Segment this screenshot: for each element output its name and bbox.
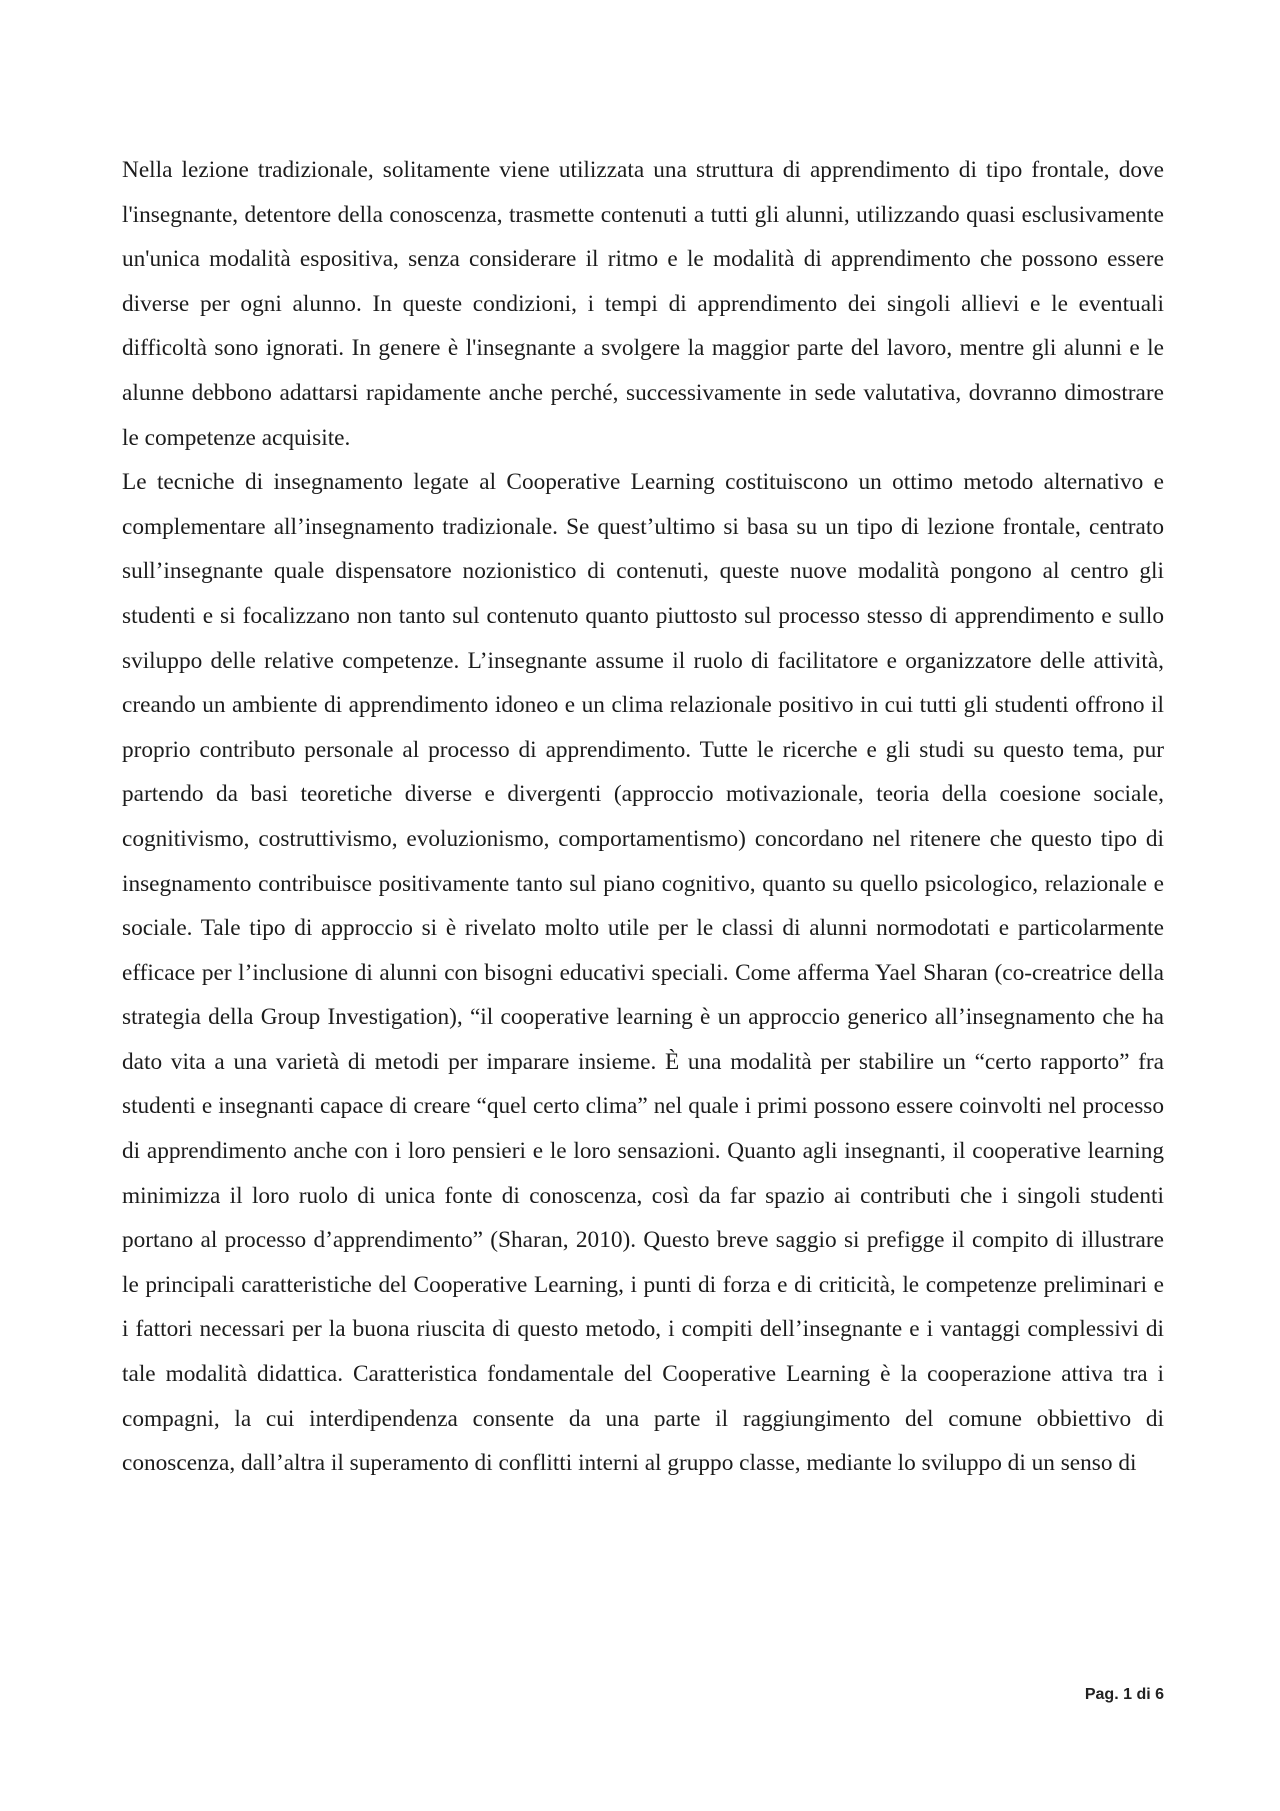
paragraph-cooperative-learning: Le tecniche di insegnamento legate al Cooperative Learning costituiscono un ottimo metodo alternativo e complementare all’insegnamento tradizionale. Se quest’ultimo si basa su un tipo di lezione frontale, centrato sull’insegnante quale dispensatore nozionistico di contenuti, queste nuove modalità pongono al centro gli studenti e si focalizzano non tanto sul contenuto quanto piuttosto sul processo stesso di apprendimento e sullo sviluppo delle relative competenze. L’insegnante assume il ruolo di facilitatore e organizzatore delle attività, creando un ambiente di apprendimento idoneo e un clima relazionale positivo in cui tutti gli studenti offrono il proprio contributo personale al processo di apprendimento. Tutte le ricerche e gli studi su questo tema, pur partendo da basi teoretiche diverse e divergenti (approccio motivazionale, teoria della coesione sociale, cognitivismo, costruttivismo, evoluzionismo, comportamentismo) concordano nel ritenere che questo tipo di insegnamento contribuisce positivamente tanto sul piano cognitivo, quanto su quello psicologico, relazionale e sociale. Tale tipo di approccio si è rivelato molto utile per le classi di alunni normodotati e particolarmente efficace per l’inclusione di alunni con bisogni educativi speciali. Come afferma Yael Sharan (co-creatrice della strategia della Group Investigation), “il cooperative learning è un approccio generico all’insegnamento che ha dato vita a una varietà di metodi per imparare insieme. È una modalità per stabilire un “certo rapporto” fra studenti e insegnanti capace di creare “quel certo clima” nel quale i primi possono essere coinvolti nel processo di apprendimento anche con i loro pensieri e le loro sensazioni. Quanto agli insegnanti, il cooperative learning minimizza il loro ruolo di unica fonte di conoscenza, così da far spazio ai contributi che i singoli studenti portano al processo d’apprendimento” (Sharan, 2010). Questo breve saggio si prefigge il compito di illustrare le principali caratteristiche del Cooperative Learning, i punti di forza e di criticità, le competenze preliminari e i fattori necessari per la buona riuscita di questo metodo, i compiti dell’insegnante e i vantaggi complessivi di tale modalità didattica. Caratteristica fondamentale del Cooperative Learning è la cooperazione attiva tra i compagni, la cui interdipendenza consente da una parte il raggiungimento del comune obbiettivo di conoscenza, dall’altra il superamento di conflitti interni al gruppo classe, mediante lo sviluppo di un senso di <box>122 469 1164 1477</box>
page-number: Pag. 1 di 6 <box>1084 1686 1164 1703</box>
document-body <box>122 148 1164 1486</box>
paragraph-traditional-lesson: Nella lezione tradizionale, solitamente viene utilizzata una struttura di apprendimento di tipo frontale, dove l'insegnante, detentore della conoscenza, trasmette contenuti a tutti gli alunni, utilizzando quasi esclusivamente un'unica modalità espositiva, senza considerare il ritmo e le modalità di apprendimento che possono essere diverse per ogni alunno. In queste condizioni, i tempi di apprendimento dei singoli allievi e le eventuali difficoltà sono ignorati. In genere è l'insegnante a svolgere la maggior parte del lavoro, mentre gli alunni e le alunne debbono adattarsi rapidamente anche perché, successivamente in sede valutativa, dovranno dimostrare le competenze acquisite. <box>122 157 1164 451</box>
